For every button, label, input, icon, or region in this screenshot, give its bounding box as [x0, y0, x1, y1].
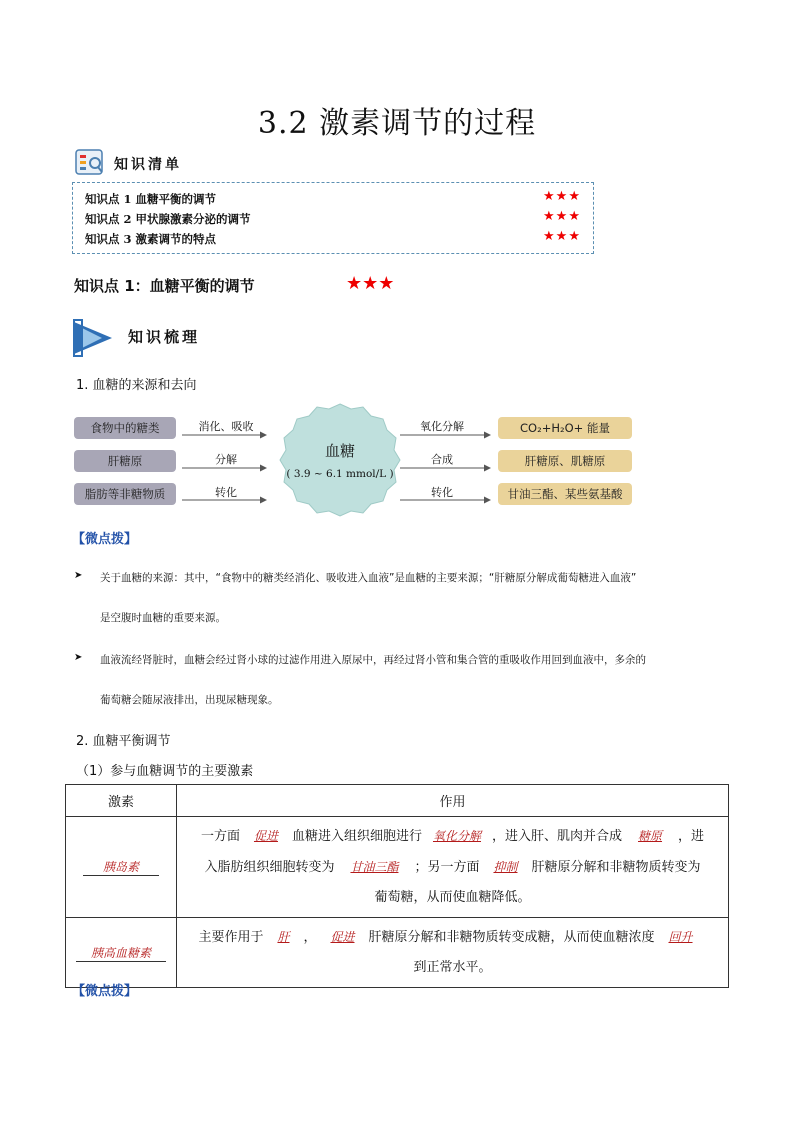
arrow-label: 消化、吸收	[198, 420, 254, 433]
tip-text: 葡萄糖会随尿液排出，出现尿糖现象。	[100, 694, 279, 706]
cell-text: ，	[303, 930, 317, 945]
tip-text: 血液流经肾脏时，血糖会经过肾小球的过滤作用进入原尿中，再经过肾小管和集合管的重吸收作用回到血液中，多余的	[100, 654, 646, 666]
cell-text: 葡萄糖，从而使血糖降低。	[374, 890, 531, 905]
cell-text: 肝糖原分解和非糖物质转变成糖，从而使血糖浓度	[368, 930, 655, 945]
source-box: 脂肪等非糖物质	[74, 483, 176, 505]
section-stars: ★★★	[346, 273, 395, 294]
knowledge-sort-header: 知识梳理	[128, 328, 201, 346]
fill-blank: 促进	[330, 930, 355, 944]
arrow-label: 氧化分解	[420, 420, 464, 433]
tip-label: 【微点拨】	[72, 984, 138, 999]
tip-text: 是空腹时血糖的重要来源。	[100, 612, 226, 624]
fill-blank: 糖原	[638, 829, 663, 843]
tip-text: 关于血糖的来源：其中，“食物中的糖类经消化、吸收进入血液”是血糖的主要来源；“肝糖原分解成葡萄糖进入血液”	[100, 572, 637, 584]
arrow-label: 转化	[431, 486, 453, 499]
checklist-item: 知识点 3 激素调节的特点	[85, 232, 217, 246]
dest-box: 肝糖原、肌糖原	[498, 450, 632, 472]
subheading: 2. 血糖平衡调节	[76, 734, 171, 749]
hormone-table	[65, 784, 729, 988]
cell-text: ；另一方面	[414, 860, 480, 875]
cell-text: 肝糖原分解和非糖物质转变为	[531, 860, 701, 875]
bullet-icon: ➤	[74, 652, 83, 663]
fill-blank: 回升	[668, 930, 693, 944]
checklist-item: 知识点 2 甲状腺激素分泌的调节	[85, 212, 251, 226]
arrow-label: 转化	[215, 486, 237, 499]
checklist-stars: ★★★	[543, 229, 581, 244]
cell-text: ，进入肝、肌肉并合成	[492, 829, 623, 844]
blood-sugar-diagram	[0, 400, 794, 520]
cell-text: 到正常水平。	[413, 960, 492, 975]
checklist-stars: ★★★	[543, 209, 581, 224]
section-heading: 知识点 1：血糖平衡的调节	[74, 277, 255, 295]
center-label: 血糖	[324, 442, 355, 460]
page-title: 3.2 激素调节的过程	[257, 106, 537, 141]
cell-text: 血糖进入组织细胞进行	[291, 829, 422, 844]
checklist-item: 知识点 1 血糖平衡的调节	[85, 192, 217, 206]
source-box: 食物中的糖类	[74, 417, 176, 439]
subheading: （1）参与血糖调节的主要激素	[76, 764, 254, 779]
arrow-label: 合成	[431, 453, 453, 466]
tip-label: 【微点拨】	[72, 532, 138, 547]
cell-text: 入脂肪组织细胞转变为	[204, 860, 335, 875]
bullet-icon: ➤	[74, 570, 83, 581]
dest-box: 甘油三酯、某些氨基酸	[498, 483, 632, 505]
fill-blank: 肝	[277, 930, 290, 944]
checklist-box	[72, 182, 594, 254]
checklist-icon	[74, 148, 106, 176]
hormone-name: 胰岛素	[83, 858, 159, 876]
cell-text: 主要作用于	[198, 930, 264, 945]
center-range: ( 3.9 ~ 6.1 mmol/L )	[286, 468, 394, 480]
fill-blank: 甘油三酯	[350, 860, 399, 874]
cell-text: 一方面	[200, 829, 240, 844]
source-box: 肝糖原	[74, 450, 176, 472]
fill-blank: 促进	[253, 829, 278, 843]
fill-blank: 抑制	[493, 860, 518, 874]
checklist-stars: ★★★	[543, 189, 581, 204]
table-row	[66, 817, 729, 918]
dest-box: CO₂+H₂O+ 能量	[498, 417, 632, 439]
table-header: 作用	[177, 785, 729, 817]
cell-text: ，进	[678, 829, 705, 844]
table-header: 激素	[66, 785, 177, 817]
fill-blank: 氧化分解	[432, 829, 481, 843]
hormone-name: 胰高血糖素	[76, 944, 166, 962]
table-header-row	[66, 785, 729, 817]
table-row	[66, 918, 729, 988]
checklist-header: 知识清单	[114, 157, 182, 173]
knowledge-sort-icon	[72, 318, 116, 358]
subheading: 1. 血糖的来源和去向	[76, 378, 197, 393]
arrow-label: 分解	[215, 453, 237, 466]
